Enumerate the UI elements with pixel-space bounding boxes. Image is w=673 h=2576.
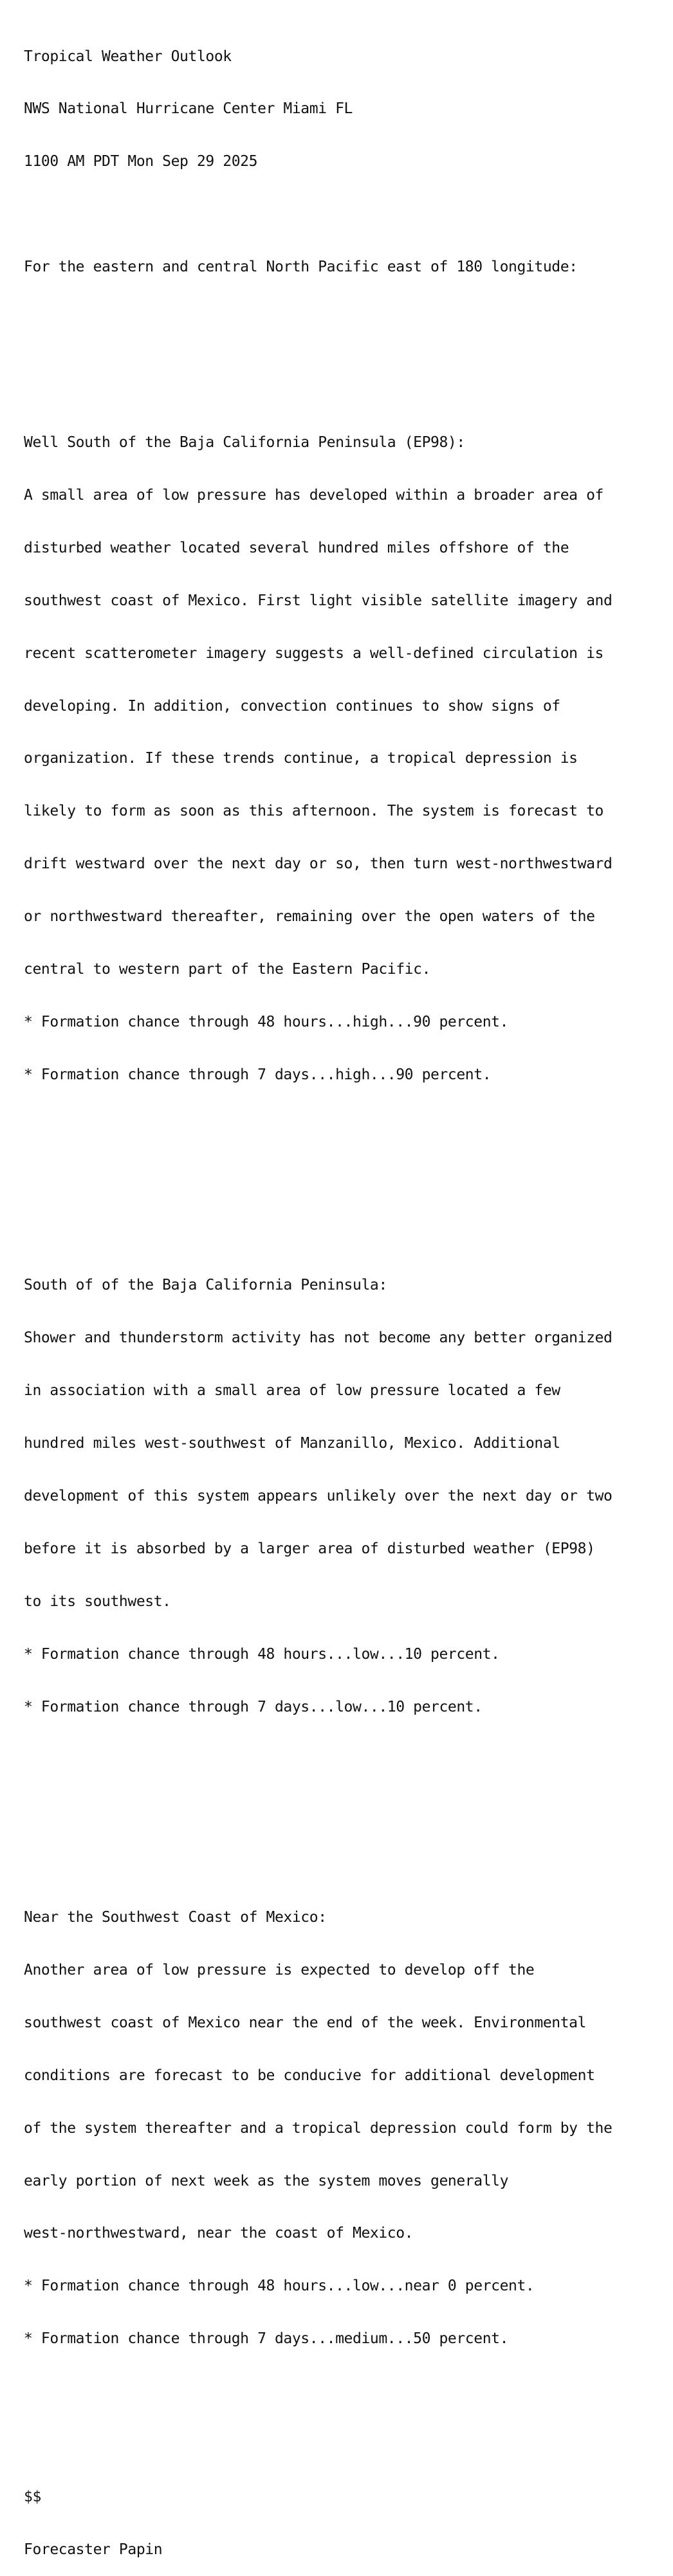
section-body-line: likely to form as soon as this afternoon. The system is forecast to (24, 803, 604, 820)
section-heading: South of of the Baja California Peninsula: (24, 1277, 387, 1294)
section-body-line: southwest coast of Mexico near the end of the week. Environmental (24, 2014, 587, 2031)
section-body-line: hundred miles west-southwest of Manzanillo, Mexico. Additional (24, 1435, 560, 1452)
section-body-line: in association with a small area of low pressure located a few (24, 1382, 560, 1400)
section-body-line: drift westward over the next day or so, then turn west-northwestward (24, 855, 613, 873)
forecaster-name: Forecaster Papin (24, 2541, 163, 2558)
outlook-section (24, 1874, 667, 2383)
product-terminator: $$ (24, 2488, 41, 2505)
section-body-line: recent scatterometer imagery suggests a well-defined circulation is (24, 644, 604, 662)
section-body-line: Another area of low pressure is expected to develop off the (24, 1961, 535, 1978)
outlook-section (24, 399, 667, 1119)
spacer (24, 2418, 667, 2436)
section-body-line: of the system thereafter and a tropical depression could form by the (24, 2119, 613, 2137)
section-body-line: development of this system appears unlikely over the next day or two (24, 1487, 613, 1504)
formation-chance-7d: * Formation chance through 7 days...low...10 percent. (24, 1698, 483, 1715)
issue-time: 1100 AM PDT Mon Sep 29 2025 (24, 153, 258, 170)
section-body-line: or northwestward thereafter, remaining over the open waters of the (24, 908, 595, 926)
outlook-document (24, 13, 667, 2576)
section-body-line: early portion of next week as the system moves generally (24, 2172, 509, 2189)
outlook-section (24, 1242, 667, 1751)
formation-chance-48h: * Formation chance through 48 hours...high...90 percent. (24, 1013, 509, 1030)
section-heading: Near the Southwest Coast of Mexico: (24, 1909, 327, 1926)
formation-chance-48h: * Formation chance through 48 hours...low...near 0 percent. (24, 2278, 535, 2295)
spacer (24, 206, 667, 223)
doc-title: Tropical Weather Outlook (24, 48, 232, 65)
formation-chance-7d: * Formation chance through 7 days...medium...50 percent. (24, 2330, 509, 2348)
intro-text: For the eastern and central North Pacific east of 180 longitude: (24, 259, 578, 276)
spacer (24, 1154, 667, 1171)
formation-chance-7d: * Formation chance through 7 days...high...90 percent. (24, 1066, 492, 1083)
spacer (24, 1786, 667, 1804)
issuing-office: NWS National Hurricane Center Miami FL (24, 100, 353, 118)
section-body-line: developing. In addition, convection continues to show signs of (24, 697, 560, 715)
section-body-line: organization. If these trends continue, a tropical depression is (24, 750, 578, 767)
section-heading: Well South of the Baja California Peninsula (EP98): (24, 434, 465, 452)
section-body-line: A small area of low pressure has developed within a broader area of (24, 487, 604, 504)
section-body-line: to its southwest. (24, 1593, 171, 1610)
formation-chance-48h: * Formation chance through 48 hours...low...10 percent. (24, 1645, 500, 1663)
section-body-line: Shower and thunderstorm activity has not become any better organized (24, 1329, 613, 1347)
section-body-line: disturbed weather located several hundred miles offshore of the (24, 539, 569, 556)
section-body-line: before it is absorbed by a larger area of disturbed weather (EP98) (24, 1540, 595, 1557)
section-body-line: southwest coast of Mexico. First light visible satellite imagery and (24, 592, 613, 609)
section-body-line: central to western part of the Eastern Pacific. (24, 961, 431, 978)
section-body-line: west-northwestward, near the coast of Mexico. (24, 2225, 414, 2242)
spacer (24, 311, 667, 329)
section-body-line: conditions are forecast to be conducive for additional development (24, 2067, 595, 2084)
